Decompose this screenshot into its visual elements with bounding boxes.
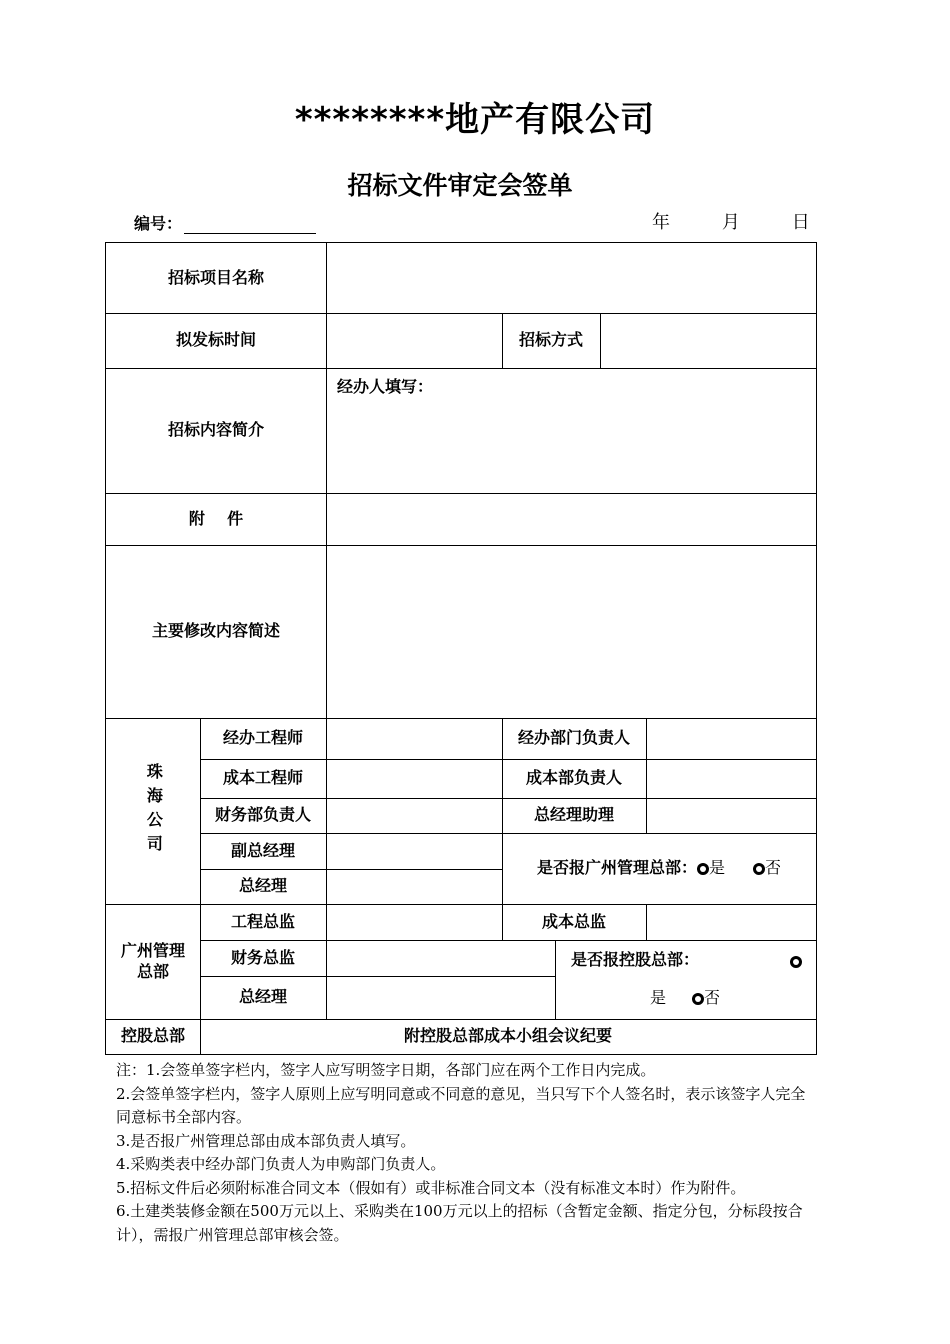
finance-director-label: 财务总监	[230, 947, 295, 967]
signoff-table	[105, 242, 817, 1055]
report-holding-no-radio[interactable]	[692, 993, 704, 1005]
eng-director-sign-field[interactable]	[327, 904, 502, 940]
note-item: 注：1.会签单签字栏内，签字人应写明签字日期，各部门应在两个工作日内完成。	[116, 1061, 656, 1079]
zhuhai-group-text: 珠海公司	[144, 763, 164, 859]
report-holding-no-label: 否	[704, 988, 721, 1007]
guangzhou-group-text: 广州管理总部	[120, 940, 185, 981]
gm-assistant-sign-field[interactable]	[647, 798, 816, 833]
notes-section	[116, 1059, 836, 1247]
cost-head-label: 成本部负责人	[525, 768, 622, 788]
form-title: 招标文件审定会签单	[347, 171, 573, 200]
attachment-text: 附 件	[188, 508, 244, 528]
report-gz-label: 是否报广州管理总部：	[536, 858, 697, 878]
zhuhai-gm-sign-field[interactable]	[327, 869, 502, 904]
serial-number	[134, 211, 316, 234]
attachment-label	[106, 493, 326, 545]
finance-head-label: 财务部负责人	[214, 805, 311, 825]
finance-director-sign-field[interactable]	[327, 940, 555, 976]
report-gz-no-radio[interactable]	[753, 863, 765, 875]
engineer-sign-field[interactable]	[327, 718, 502, 759]
report-gz-no-label: 否	[765, 858, 782, 878]
serial-label: 编号：	[134, 214, 183, 233]
vice-gm-sign-field[interactable]	[327, 833, 502, 869]
note-item: 2.会签单签字栏内，签字人原则上应写明同意或不同意的意见，当只写下个人签名时，表示该签字人完全同意标书全部内容。	[116, 1084, 806, 1126]
note-item: 5.招标文件后必须附标准合同文本（假如有）或非标准合同文本（没有标准文本时）作为附件。	[116, 1178, 746, 1197]
zhuhai-gm-label: 总经理	[238, 876, 287, 896]
project-name-field[interactable]	[327, 243, 816, 313]
attachment-field[interactable]	[327, 493, 816, 545]
report-holding-options	[650, 985, 720, 1008]
cost-director-label: 成本总监	[541, 911, 606, 931]
revision-summary-label: 主要修改内容简述	[151, 621, 280, 641]
guangzhou-group-label	[106, 904, 200, 1019]
issue-time-field[interactable]	[327, 313, 502, 368]
report-holding-label: 是否报控股总部：	[571, 950, 700, 969]
serial-input-line[interactable]	[184, 218, 316, 234]
holding-note: 附控股总部成本小组会议纪要	[403, 1026, 612, 1046]
company-name: ********地产有限公司	[294, 100, 656, 140]
handler-fill-label: 经办人填写：	[337, 377, 434, 396]
cost-director-sign-field[interactable]	[647, 904, 816, 940]
bid-method-label: 招标方式	[518, 330, 583, 350]
col-divider	[555, 940, 556, 1019]
bid-method-field[interactable]	[601, 313, 816, 368]
engineer-label: 经办工程师	[222, 728, 303, 748]
cost-head-sign-field[interactable]	[647, 759, 816, 798]
note-item: 3.是否报广州管理总部由成本部负责人填写。	[116, 1131, 416, 1150]
revision-summary-field[interactable]	[327, 545, 816, 718]
report-holding-yes-label: 是	[650, 988, 667, 1007]
report-gz-yes-radio[interactable]	[697, 863, 709, 875]
vice-gm-label: 副总经理	[230, 840, 295, 860]
eng-director-label: 工程总监	[230, 911, 295, 931]
report-holding-yes-radio[interactable]	[790, 956, 802, 968]
report-gz-question	[502, 833, 816, 904]
dept-head-label: 经办部门负责人	[517, 728, 630, 748]
note-item: 6.土建类装修金额在500万元以上、采购类在100万元以上的招标（含暂定金额、指定分包，分标段按合计），需报广州管理总部审核会签。	[116, 1202, 803, 1244]
zhuhai-group-label	[106, 718, 200, 904]
note-item: 4.采购类表中经办部门负责人为申购部门负责人。	[116, 1155, 446, 1173]
cost-engineer-label: 成本工程师	[222, 768, 303, 788]
dept-head-sign-field[interactable]	[647, 718, 816, 759]
gz-gm-label: 总经理	[238, 987, 287, 1007]
report-gz-yes-label: 是	[708, 858, 725, 878]
content-summary-field[interactable]	[327, 398, 816, 493]
content-summary-label: 招标内容简介	[167, 420, 264, 440]
gz-gm-sign-field[interactable]	[327, 976, 555, 1019]
date-field[interactable]: 年 月 日	[652, 212, 811, 233]
cost-engineer-sign-field[interactable]	[327, 759, 502, 798]
project-name-label: 招标项目名称	[167, 267, 264, 287]
gm-assistant-label: 总经理助理	[533, 805, 614, 825]
finance-head-sign-field[interactable]	[327, 798, 502, 833]
holding-label: 控股总部	[120, 1026, 185, 1046]
issue-time-label: 拟发标时间	[175, 330, 256, 350]
